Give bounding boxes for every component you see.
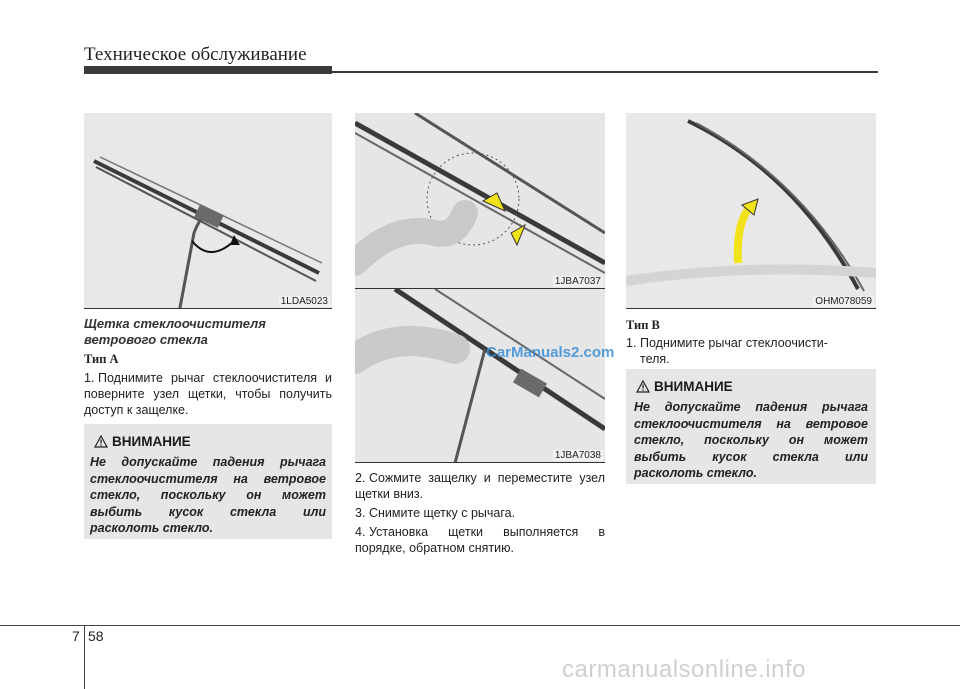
warning-box-2 — [626, 369, 876, 484]
wiper-illustration-1 — [84, 113, 332, 309]
step-3: 3. Снимите щетку с рычага. — [355, 506, 516, 520]
watermark-carmanuals: CarManuals2.com — [486, 344, 615, 361]
watermark-carmanualsonline: carmanualsonline.info — [562, 656, 806, 683]
figure-wiper-type-b — [626, 113, 876, 309]
column-1-text — [84, 316, 332, 418]
warning-box-1 — [84, 424, 332, 539]
warning-text: Не допускайте падения рычага стеклоочистителя на ветровое стекло, поскольку он может выбить кусок стекла или расколоть стекло. — [634, 400, 868, 480]
figure-wiper-type-a — [84, 113, 332, 309]
chapter-number: 7 — [72, 628, 80, 644]
footer-divider — [84, 626, 85, 689]
figure-code: 1LDA5023 — [280, 296, 328, 307]
figure-code: 1JBA7038 — [554, 450, 601, 461]
figure-remove-blade — [355, 289, 605, 463]
step-2: 2. Сожмите защелку и переместите узел щетки вниз. — [355, 471, 605, 501]
warning-triangle-icon — [94, 435, 108, 448]
figure-code: 1JBA7037 — [554, 276, 601, 287]
type-a-label: Тип А — [84, 352, 119, 366]
footer-rule — [0, 625, 960, 626]
warning-text: Не допускайте падения рычага стеклоочистителя на ветровое стекло, поскольку он может выбить кусок стекла или расколоть стекло. — [90, 455, 326, 535]
step-1-type-a: 1. Поднимите рычаг стеклоочистителя и поверните узел щетки, чтобы получить доступ к защелке. — [84, 371, 332, 417]
section-caption: Щетка стеклоочистителя ветрового стекла — [84, 316, 266, 347]
page-header-title: Техническое обслуживание — [84, 44, 307, 65]
step-1-type-b: 1. Поднимите рычаг стеклоочисти- теля. — [626, 336, 828, 366]
wiper-illustration-3 — [355, 289, 605, 463]
warning-triangle-icon — [636, 380, 650, 393]
header-bar — [84, 66, 332, 74]
warning-heading: ВНИМАНИЕ — [654, 379, 733, 394]
column-2-text — [355, 470, 605, 556]
header-rule — [332, 71, 878, 73]
wiper-illustration-2 — [355, 113, 605, 289]
wiper-illustration-4 — [626, 113, 876, 309]
step-4: 4. Установка щетки выполняется в порядке, обратном снятию. — [355, 525, 605, 555]
warning-heading: ВНИМАНИЕ — [112, 434, 191, 449]
page-number: 58 — [88, 628, 104, 644]
figure-code: OHM078059 — [815, 296, 872, 307]
type-b-label: Тип В — [626, 318, 660, 332]
column-3-text — [626, 318, 876, 367]
figure-squeeze-latch — [355, 113, 605, 289]
